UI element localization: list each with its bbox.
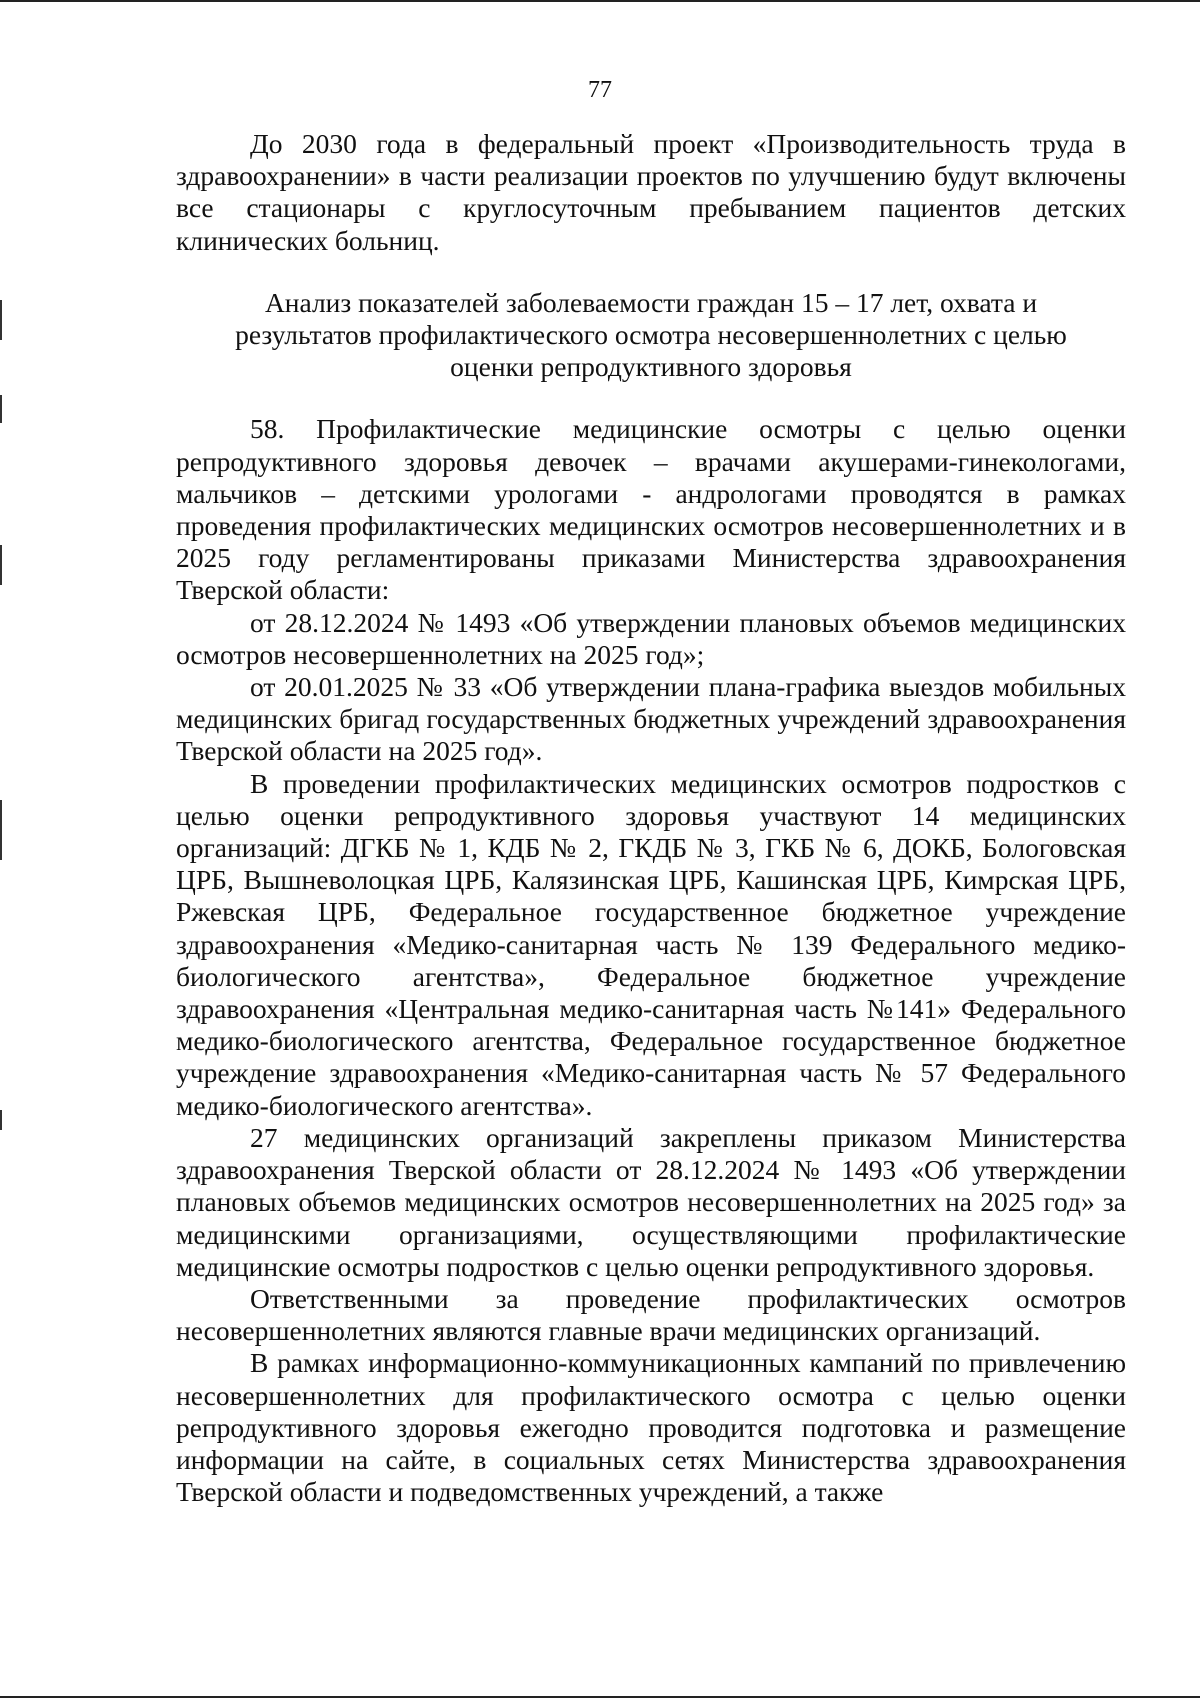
section-heading xyxy=(176,287,1126,384)
page-number: 77 xyxy=(588,77,612,103)
scan-top-edge xyxy=(0,0,1200,2)
paragraph-58: 58. Профилактические медицинские осмотры с целью оценки репродуктивного здоровья девочек – врачами акушерами-гинекологами, мальчиков – детскими урологами - андрологами проводятся в рамках проведения профилактических медицинских осмотров несовершеннолетних и в 2025 году регламентированы приказами Министерства здравоохранения Тверской области: xyxy=(176,413,1126,606)
scan-left-mark xyxy=(0,300,2,340)
scan-left-mark xyxy=(0,395,2,423)
section-heading-line: результатов профилактического осмотра несовершеннолетних с целью xyxy=(235,319,1067,351)
paragraph-intro: До 2030 года в федеральный проект «Производительность труда в здравоохранении» в части реализации проектов по улучшению будут включены все стационары с круглосуточным пребыванием пациентов детских клинических больниц. xyxy=(176,128,1126,256)
document-body xyxy=(176,128,1126,1508)
scan-left-mark xyxy=(0,800,2,860)
paragraph-assigned: 27 медицинских организаций закреплены приказом Министерства здравоохранения Тверской области от 28.12.2024 № 1493 «Об утверждении плановых объемов медицинских осмотров несовершеннолетних на 2025 год» за медицинскими организациями, осуществляющими профилактические медицинские осмотры подростков с целью оценки репродуктивного здоровья. xyxy=(176,1121,1126,1282)
scan-left-mark xyxy=(0,1110,2,1130)
paragraph-organizations: В проведении профилактических медицинских осмотров подростков с целью оценки репродуктивного здоровья участвуют 14 медицинских организаций: ДГКБ № 1, КДБ № 2, ГКДБ № 3, ГКБ № 6, ДОКБ, Бологовская ЦРБ, Вышневолоцкая ЦРБ, Калязинская ЦРБ, Кашинская ЦРБ, Кимрская ЦРБ, Ржевская ЦРБ, Федеральное государственное бюджетное учреждение здравоохранения «Медико-санитарная часть № 139 Федерального медико-биологического агентства», Федеральное бюджетное учреждение здравоохранения «Центральная медико-санитарная часть №141» Федерального медико-биологического агентства, Федеральное государственное бюджетное учреждение здравоохранения «Медико-санитарная часть № 57 Федерального медико-биологического агентства». xyxy=(176,767,1126,1121)
section-heading-line: оценки репродуктивного здоровья xyxy=(450,351,852,383)
order-item: от 20.01.2025 № 33 «Об утверждении плана-графика выездов мобильных медицинских бригад государственных бюджетных учреждений здравоохранения Тверской области на 2025 год». xyxy=(176,671,1126,767)
scan-left-mark xyxy=(0,545,2,585)
order-item: от 28.12.2024 № 1493 «Об утверждении плановых объемов медицинских осмотров несовершеннолетних на 2025 год»; xyxy=(176,606,1126,670)
section-heading-line: Анализ показателей заболеваемости граждан 15 – 17 лет, охвата и xyxy=(264,286,1038,318)
paragraph-responsible: Ответственными за проведение профилактических осмотров несовершеннолетних являются главные врачи медицинских организаций. xyxy=(176,1282,1126,1347)
paragraph-campaigns: В рамках информационно-коммуникационных кампаний по привлечению несовершеннолетних для профилактического осмотра с целью оценки репродуктивного здоровья ежегодно проводится подготовка и размещение информации на сайте, в социальных сетях Министерства здравоохранения Тверской области и подведомственных учреждений, а также xyxy=(176,1347,1126,1508)
